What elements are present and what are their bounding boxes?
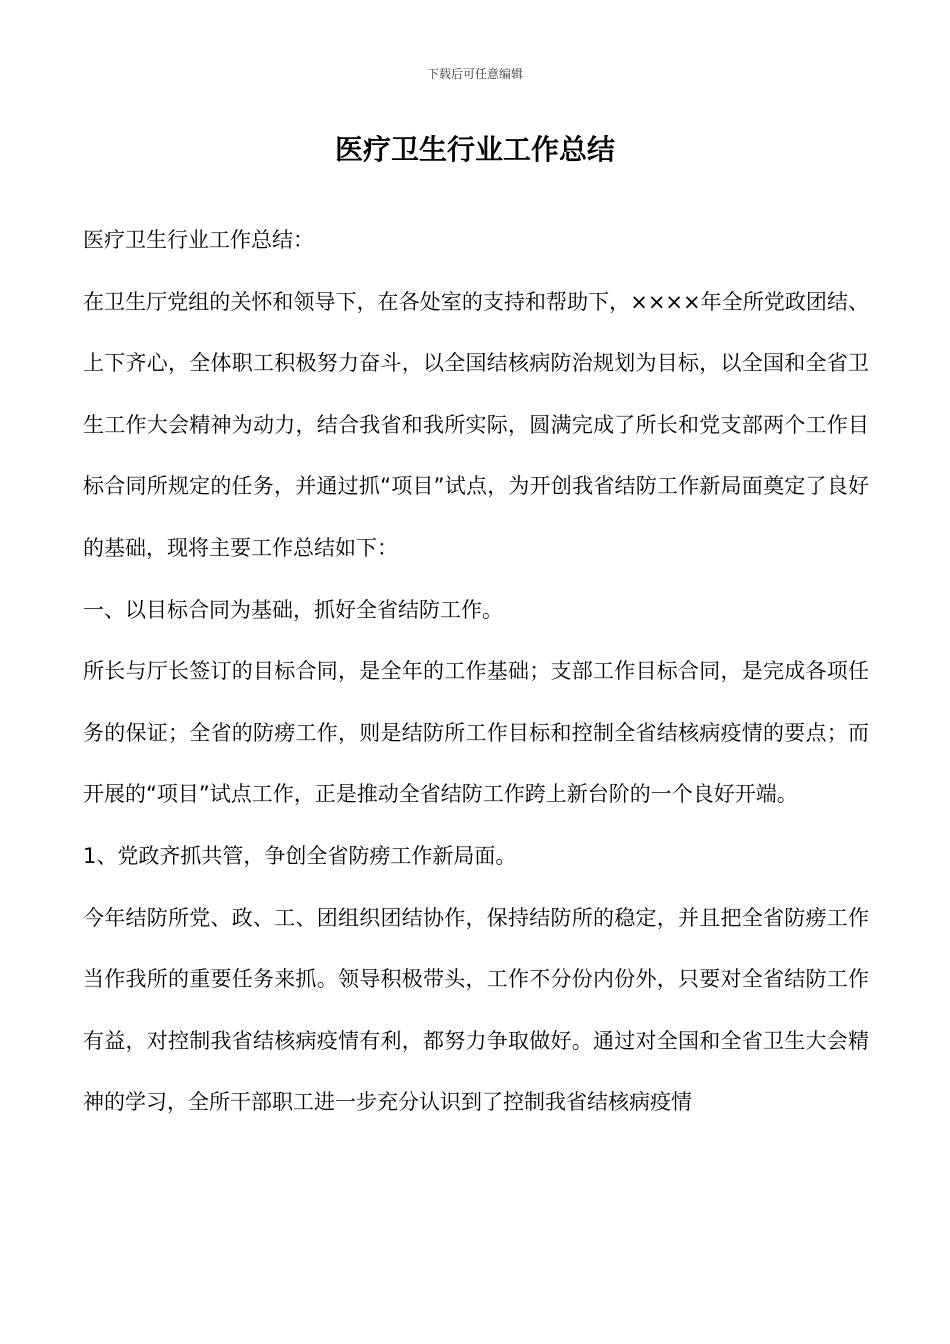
paragraph-subsection-1: 今年结防所党、政、工、团组织团结协作，保持结防所的稳定，并且把全省防痨工作当作我所的重要任务来抓。领导积极带头，工作不分份内份外，只要对全省结防工作有益，对控制我省结核病疫情有利，都努力争取做好。通过对全国和全省卫生大会精神的学习，全所干部职工进一步充分认识到了控制我省结核病疫情 bbox=[83, 905, 869, 1115]
paragraph-section-1: 所长与厅长签订的目标合同，是全年的工作基础；支部工作目标合同，是完成各项任务的保证；全省的防痨工作，则是结防所工作目标和控制全省结核病疫情的要点；而开展的“项目”试点工作，正是推动全省结防工作跨上新台阶的一个良好开端。 bbox=[83, 659, 869, 807]
document-title: 医疗卫生行业工作总结 bbox=[334, 133, 615, 166]
header-note: 下载后可任意编辑 bbox=[426, 67, 523, 81]
document-body bbox=[83, 210, 869, 1134]
subsection-heading-1: 1、党政齐抓共管，争创全省防痨工作新局面。 bbox=[83, 843, 517, 868]
paragraph-overview: 在卫生厅党组的关怀和领导下，在各处室的支持和帮助下，××××年全所党政团结、上下齐心，全体职工积极努力奋斗，以全国结核病防治规划为目标，以全国和全省卫生工作大会精神为动力，结合我省和我所实际，圆满完成了所长和党支部两个工作目标合同所规定的任务，并通过抓“项目”试点，为开创我省结防工作新局面奠定了良好的基础，现将主要工作总结如下： bbox=[83, 289, 869, 560]
section-heading-1: 一、以目标合同为基础，抓好全省结防工作。 bbox=[83, 597, 503, 622]
paragraph-intro-label: 医疗卫生行业工作总结： bbox=[83, 228, 314, 252]
